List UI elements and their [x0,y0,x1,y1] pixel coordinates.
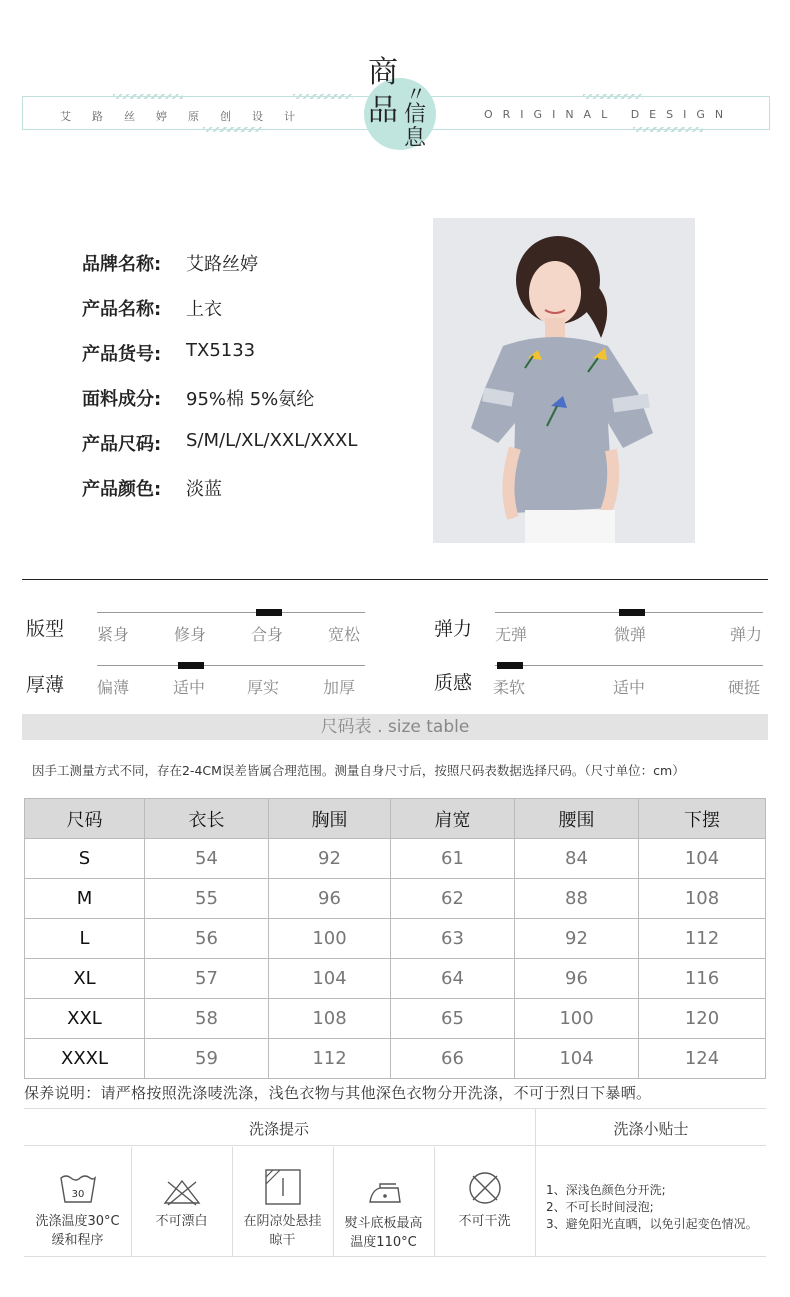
table-cell: 108 [269,999,391,1039]
info-value: 95%棉 5%氨纶 [186,389,315,410]
wash-icon-cell [333,1178,434,1252]
scale-texture-title: 质感 [434,672,473,694]
scale-texture-option: 柔软 [493,678,526,697]
column-header: 下摆 [639,799,766,839]
table-cell: 104 [515,1039,639,1079]
title-char-3: 信 [404,102,427,127]
scale-thickness-option: 加厚 [323,678,356,697]
table-row [25,999,766,1039]
scale-thickness-title: 厚薄 [26,674,65,696]
table-cell: 66 [391,1039,515,1079]
scale-fit-option: 合身 [251,625,284,644]
scale-elastic-option: 微弹 [614,625,647,644]
size-cell: XXL [25,999,145,1039]
wash-icon-label: 在阴凉处悬挂 [243,1214,322,1229]
info-row-name [82,295,357,340]
wash-icon-cell [131,1178,232,1231]
wash-tips [546,1182,758,1233]
size-cell: M [25,879,145,919]
info-value: 上衣 [186,299,222,320]
size-cell: L [25,919,145,959]
size-cell: XXXL [25,1039,145,1079]
product-photo [433,218,695,543]
scale-thickness-option: 适中 [173,678,206,697]
scale-fit-option: 紧身 [97,625,130,644]
scale-elastic-title: 弹力 [434,618,473,640]
table-cell: 61 [391,839,515,879]
care-note: 保养说明：请严格按照洗涤唛洗涤，浅色衣物与其他深色衣物分开洗涤，不可于烈日下暴晒。 [24,1084,652,1102]
table-cell: 64 [391,959,515,999]
scale-fit-marker [256,609,282,616]
wash-tip: 2、不可长时间浸泡; [546,1200,654,1214]
wash-30-icon [58,1172,98,1206]
wash-temp-label: 30 [71,1189,84,1200]
scale-fit-option: 宽松 [328,625,361,644]
scale-texture-option: 适中 [613,678,646,697]
info-value: 淡蓝 [186,479,222,500]
scale-thickness-marker [178,662,204,669]
table-cell: 63 [391,919,515,959]
table-cell: 54 [145,839,269,879]
table-header-row [25,799,766,839]
table-row [25,839,766,879]
table-cell: 124 [639,1039,766,1079]
line-dry-shade-icon [264,1168,302,1206]
table-cell: 120 [639,999,766,1039]
no-bleach-icon [162,1178,202,1206]
table-cell: 57 [145,959,269,999]
wash-icon-label: 洗涤温度30°C [35,1214,120,1229]
table-cell: 96 [515,959,639,999]
title-char-1: 商 [368,55,398,90]
wash-icon-label: 不可漂白 [155,1214,208,1229]
table-cell: 62 [391,879,515,919]
table-cell: 65 [391,999,515,1039]
scale-elastic-marker [619,609,645,616]
table-cell: 108 [639,879,766,919]
wash-icon-label: 晾干 [269,1233,296,1248]
table-cell: 56 [145,919,269,959]
table-cell: 84 [515,839,639,879]
table-cell: 100 [515,999,639,1039]
info-value: 艾路丝婷 [186,254,258,275]
table-cell: 96 [269,879,391,919]
title-char-4: 息 [404,126,427,151]
column-header: 衣长 [145,799,269,839]
table-cell: 59 [145,1039,269,1079]
column-header: 胸围 [269,799,391,839]
column-header: 肩宽 [391,799,515,839]
size-cell: XL [25,959,145,999]
table-cell: 92 [269,839,391,879]
info-value: TX5133 [186,340,256,361]
wash-icon-label: 温度110°C [350,1235,417,1250]
table-cell: 55 [145,879,269,919]
wash-icon-label: 缓和程序 [51,1233,104,1248]
title-char-2: 品 [368,93,398,128]
info-row-sizes [82,430,357,475]
table-cell: 116 [639,959,766,999]
info-key: 面料成分: [82,389,162,410]
iron-icon [364,1178,404,1208]
scale-thickness-option: 偏薄 [97,678,130,697]
wash-tip: 3、避免阳光直晒，以免引起变色情况。 [546,1217,758,1231]
divider-line [24,1256,766,1257]
info-row-brand [82,250,357,295]
scale-thickness-option: 厚实 [247,678,280,697]
wash-title: 洗涤提示 [248,1120,309,1138]
table-cell: 104 [269,959,391,999]
scale-elastic-option: 弹力 [730,625,763,644]
title-quote-mark: 〃 [406,82,426,106]
wash-icon-label: 不可干洗 [458,1214,511,1229]
column-header: 腰围 [515,799,639,839]
wash-icon-label: 熨斗底板最高 [344,1216,423,1231]
info-key: 产品尺码: [82,434,162,455]
table-cell: 112 [639,919,766,959]
column-header: 尺码 [25,799,145,839]
divider-line [535,1108,536,1256]
table-cell: 104 [639,839,766,879]
size-cell: S [25,839,145,879]
table-row [25,1039,766,1079]
table-row [25,959,766,999]
wash-tips-title: 洗涤小贴士 [613,1120,689,1138]
scale-fit-line [97,612,365,613]
table-row [25,879,766,919]
header-right-text: ORIGINAL DESIGN [484,108,734,121]
table-cell: 112 [269,1039,391,1079]
table-row [25,919,766,959]
info-key: 产品名称: [82,299,162,320]
scale-elastic-option: 无弹 [495,625,528,644]
info-row-fabric [82,385,357,430]
scale-thickness-line [97,665,365,666]
scale-fit-option: 修身 [174,625,207,644]
info-key: 产品货号: [82,344,162,365]
wash-icon-cell [24,1172,131,1250]
info-row-color [82,475,357,520]
wash-tip: 1、深浅色颜色分开洗; [546,1183,666,1197]
wash-icon-cell [434,1170,535,1231]
no-dry-clean-icon [466,1170,504,1206]
table-cell: 58 [145,999,269,1039]
info-key: 品牌名称: [82,254,162,275]
scale-texture-marker [497,662,523,669]
info-row-sku [82,340,357,385]
header-left-text: 艾路丝婷原创设计 [60,110,316,123]
scale-texture-option: 硬挺 [728,678,761,697]
scale-texture-line [495,665,763,666]
size-table-title: 尺码表 . size table [22,714,768,740]
wash-icon-cell [232,1168,333,1250]
size-table [24,798,766,1079]
product-info [82,250,357,520]
size-note: 因手工测量方式不同，存在2-4CM误差皆属合理范围。测量自身尺寸后，按照尺码表数据选择尺码。（尺寸单位：cm） [32,763,685,778]
table-cell: 92 [515,919,639,959]
divider-line [22,579,768,580]
table-cell: 88 [515,879,639,919]
scale-fit-title: 版型 [26,618,65,640]
info-key: 产品颜色: [82,479,162,500]
table-cell: 100 [269,919,391,959]
info-value: S/M/L/XL/XXL/XXXL [186,430,358,451]
